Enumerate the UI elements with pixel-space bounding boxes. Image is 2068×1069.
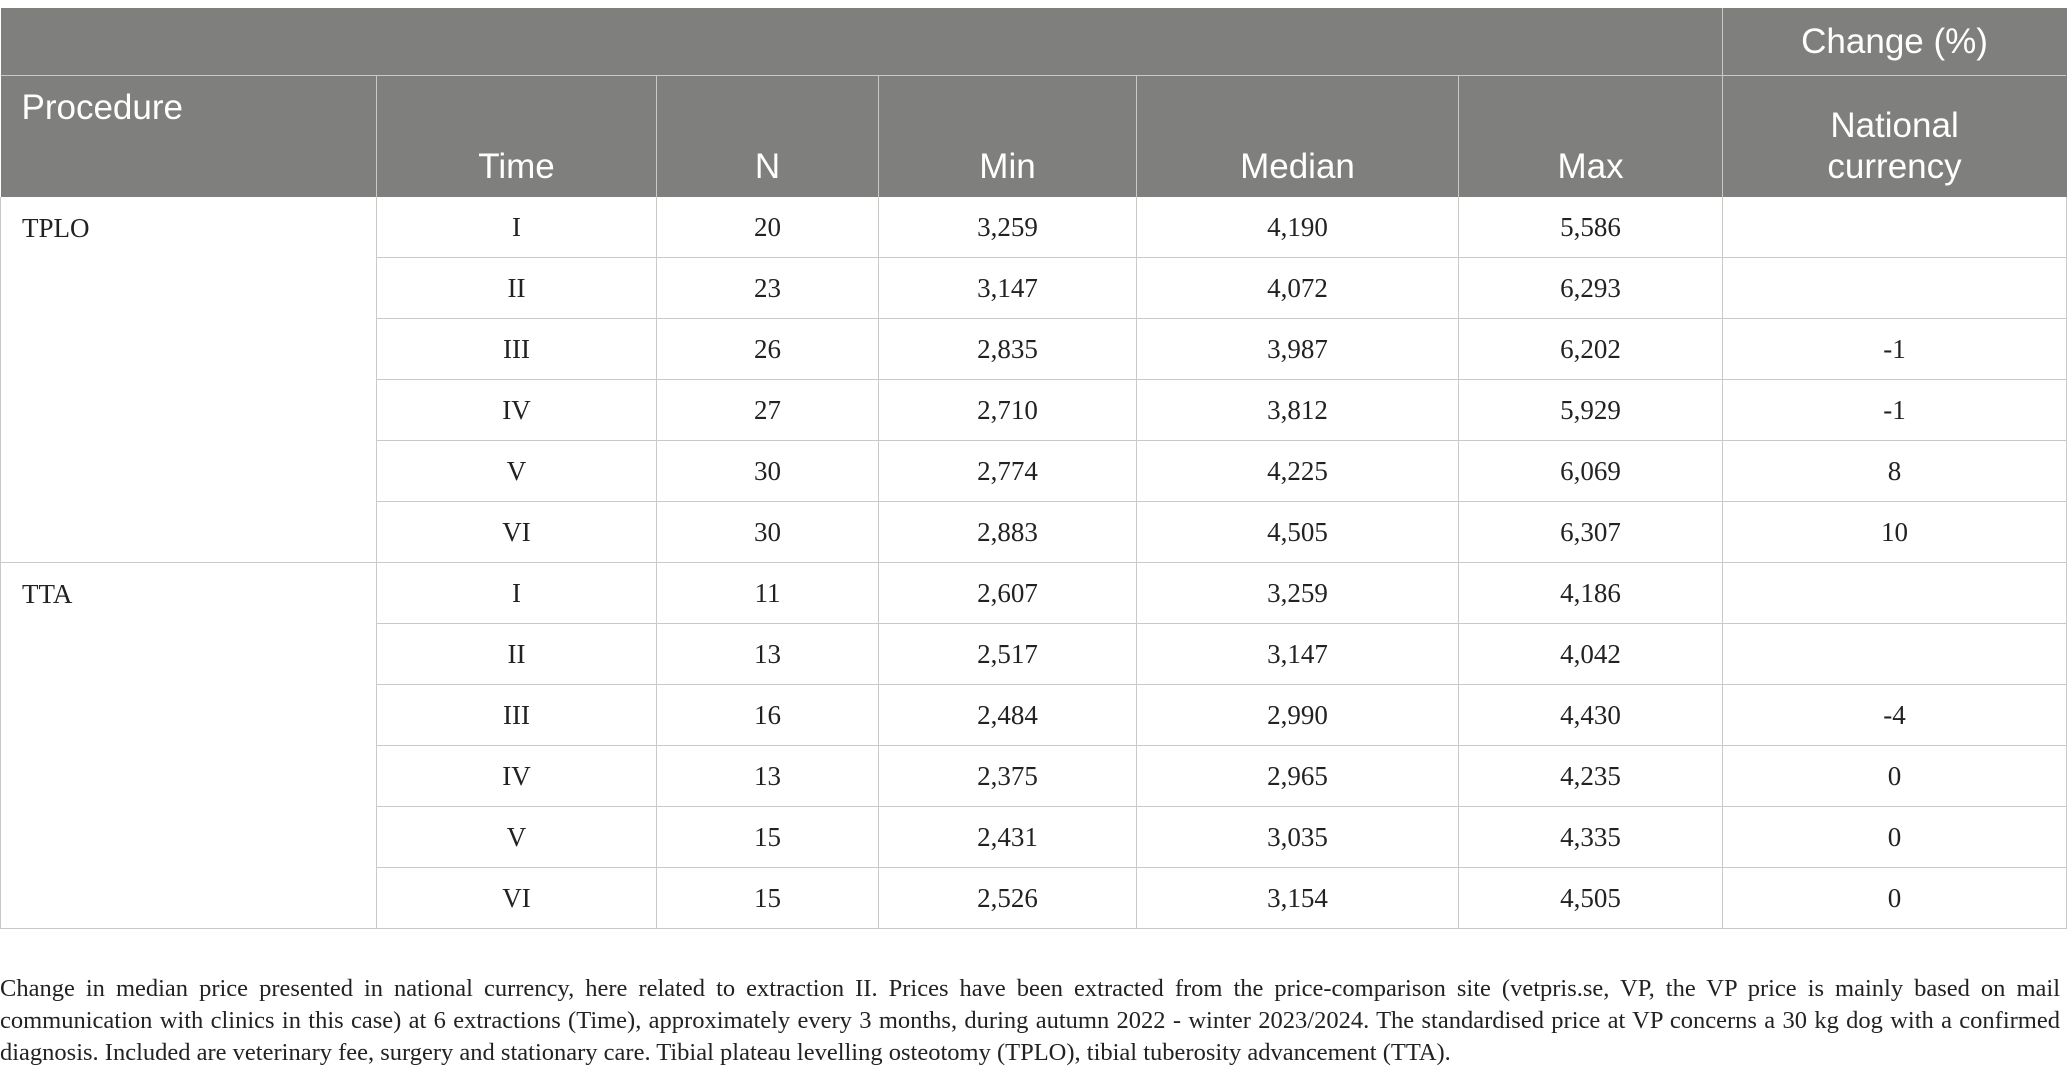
header-change-group: Change (%) — [1723, 8, 2067, 76]
cell-min: 3,147 — [879, 258, 1137, 319]
header-blank-cell — [1, 8, 1723, 76]
cell-max: 6,307 — [1459, 502, 1723, 563]
table-header — [1, 8, 2067, 197]
cell-time: VI — [377, 868, 657, 929]
cell-time: III — [377, 319, 657, 380]
header-median: Median — [1137, 76, 1459, 198]
cell-change: 10 — [1723, 502, 2067, 563]
cell-min: 3,259 — [879, 197, 1137, 258]
cell-min: 2,375 — [879, 746, 1137, 807]
cell-time: III — [377, 685, 657, 746]
cell-time: I — [377, 563, 657, 624]
cell-n: 26 — [657, 319, 879, 380]
cell-n: 13 — [657, 746, 879, 807]
cell-time: I — [377, 197, 657, 258]
cell-median: 2,990 — [1137, 685, 1459, 746]
cell-max: 5,929 — [1459, 380, 1723, 441]
price-table-container — [0, 8, 2066, 929]
cell-time: II — [377, 258, 657, 319]
cell-n: 15 — [657, 868, 879, 929]
cell-change: 0 — [1723, 746, 2067, 807]
header-national-currency — [1723, 76, 2067, 198]
cell-median: 3,987 — [1137, 319, 1459, 380]
cell-change — [1723, 563, 2067, 624]
cell-change: -1 — [1723, 380, 2067, 441]
cell-min: 2,484 — [879, 685, 1137, 746]
cell-median: 2,965 — [1137, 746, 1459, 807]
cell-n: 30 — [657, 502, 879, 563]
cell-change: 8 — [1723, 441, 2067, 502]
cell-median: 3,154 — [1137, 868, 1459, 929]
header-n: N — [657, 76, 879, 198]
table-row — [1, 197, 2067, 258]
cell-n: 13 — [657, 624, 879, 685]
cell-change: -4 — [1723, 685, 2067, 746]
cell-time: V — [377, 807, 657, 868]
cell-min: 2,835 — [879, 319, 1137, 380]
cell-median: 4,225 — [1137, 441, 1459, 502]
cell-n: 23 — [657, 258, 879, 319]
cell-median: 4,072 — [1137, 258, 1459, 319]
header-national-currency-line1: National — [1830, 106, 1959, 145]
procedure-cell: TTA — [1, 563, 377, 929]
cell-max: 4,430 — [1459, 685, 1723, 746]
cell-min: 2,774 — [879, 441, 1137, 502]
cell-time: IV — [377, 746, 657, 807]
table-row — [1, 563, 2067, 624]
cell-time: V — [377, 441, 657, 502]
cell-max: 6,202 — [1459, 319, 1723, 380]
cell-min: 2,710 — [879, 380, 1137, 441]
cell-n: 16 — [657, 685, 879, 746]
cell-max: 4,235 — [1459, 746, 1723, 807]
cell-max: 5,586 — [1459, 197, 1723, 258]
price-table — [0, 8, 2067, 929]
table-body — [1, 197, 2067, 929]
cell-min: 2,526 — [879, 868, 1137, 929]
header-national-currency-line2: currency — [1827, 147, 1962, 186]
header-row-columns — [1, 76, 2067, 198]
cell-median: 3,259 — [1137, 563, 1459, 624]
cell-change: 0 — [1723, 868, 2067, 929]
cell-max: 4,335 — [1459, 807, 1723, 868]
cell-max: 6,069 — [1459, 441, 1723, 502]
table-footnote: Change in median price presented in national currency, here related to extraction II. Prices have been extracted from the price-comparison site (vetpris.se, VP, the VP price is mainly based on mail communication with clinics in this case) at 6 extractions (Time), approximately every 3 months, during autumn 2022 - winter 2023/2024. The standardised price at VP concerns a 30 kg dog with a confirmed diagnosis. Included are veterinary fee, surgery and stationary care. Tibial plateau levelling osteotomy (TPLO), tibial tuberosity advancement (TTA). — [0, 975, 2060, 1066]
cell-max: 4,186 — [1459, 563, 1723, 624]
cell-median: 4,505 — [1137, 502, 1459, 563]
procedure-cell: TPLO — [1, 197, 377, 563]
cell-median: 4,190 — [1137, 197, 1459, 258]
cell-n: 27 — [657, 380, 879, 441]
cell-time: II — [377, 624, 657, 685]
header-min: Min — [879, 76, 1137, 198]
cell-min: 2,431 — [879, 807, 1137, 868]
cell-time: VI — [377, 502, 657, 563]
cell-n: 15 — [657, 807, 879, 868]
cell-min: 2,517 — [879, 624, 1137, 685]
cell-change — [1723, 624, 2067, 685]
cell-change — [1723, 258, 2067, 319]
cell-n: 11 — [657, 563, 879, 624]
cell-max: 4,042 — [1459, 624, 1723, 685]
cell-time: IV — [377, 380, 657, 441]
cell-min: 2,607 — [879, 563, 1137, 624]
header-max: Max — [1459, 76, 1723, 198]
header-time: Time — [377, 76, 657, 198]
cell-max: 4,505 — [1459, 868, 1723, 929]
cell-n: 20 — [657, 197, 879, 258]
cell-change: 0 — [1723, 807, 2067, 868]
cell-median: 3,147 — [1137, 624, 1459, 685]
cell-change — [1723, 197, 2067, 258]
cell-max: 6,293 — [1459, 258, 1723, 319]
cell-n: 30 — [657, 441, 879, 502]
cell-median: 3,035 — [1137, 807, 1459, 868]
cell-change: -1 — [1723, 319, 2067, 380]
cell-min: 2,883 — [879, 502, 1137, 563]
header-row-group — [1, 8, 2067, 76]
cell-median: 3,812 — [1137, 380, 1459, 441]
header-procedure: Procedure — [1, 76, 377, 198]
